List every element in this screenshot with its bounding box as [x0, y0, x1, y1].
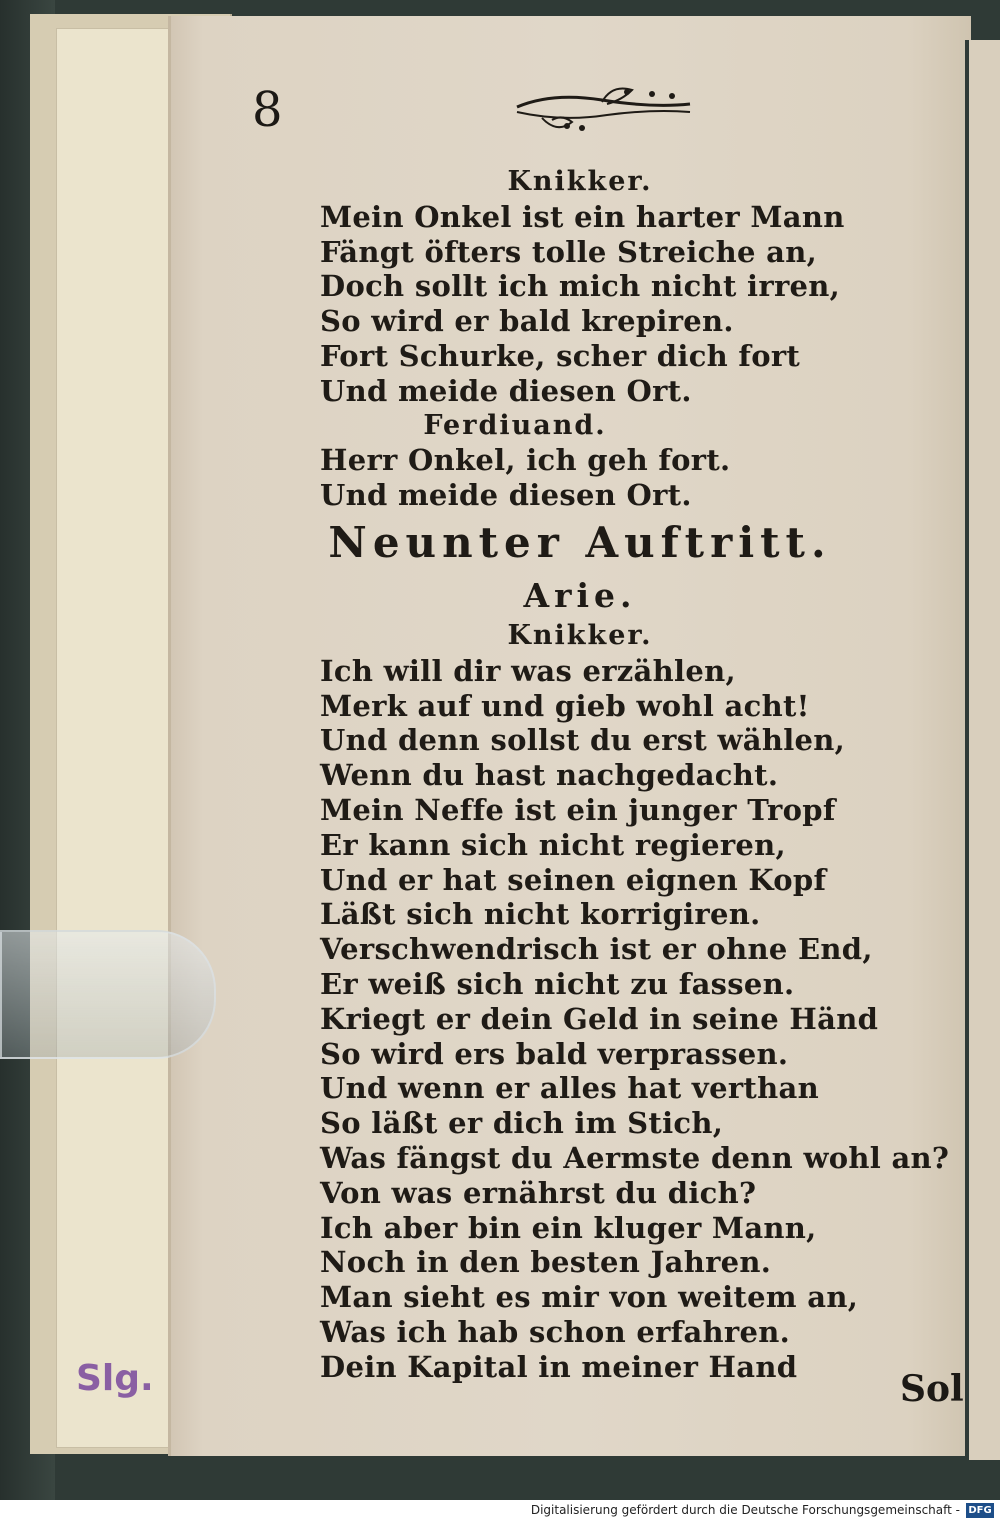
next-page-edge — [965, 40, 1000, 1460]
verse-line: Herr Onkel, ich geh fort. — [320, 443, 731, 478]
verse-line: Von was ernährst du dich? — [320, 1175, 757, 1210]
verse-line: Er kann sich nicht regieren, — [320, 827, 786, 862]
verse-line: Was fängst du Aermste denn wohl an? — [320, 1140, 950, 1175]
verse-line: Kriegt er dein Geld in seine Händ — [320, 1001, 879, 1036]
verse-line: Ich will dir was erzählen, — [320, 653, 736, 688]
verse-line: So wird ers bald verprassen. — [320, 1036, 789, 1071]
speaker-heading: Knikker. — [507, 619, 653, 651]
verse-line: Merk auf und gieb wohl acht! — [320, 688, 810, 723]
verse-line: So läßt er dich im Stich, — [320, 1106, 724, 1141]
verse-line: Und meide diesen Ort. — [320, 478, 692, 513]
verse-line: Fängt öfters tolle Streiche an, — [320, 234, 817, 269]
verse-line: Er weiß sich nicht zu fassen. — [320, 966, 795, 1001]
verse-line: Mein Neffe ist ein junger Tropf — [320, 792, 836, 827]
verse-line: Und er hat seinen eignen Kopf — [320, 862, 827, 897]
verse-line: Noch in den besten Jahren. — [320, 1245, 772, 1280]
verse-line: Was ich hab schon erfahren. — [320, 1314, 791, 1349]
footer-credit: Digitalisierung gefördert durch die Deutsche Forschungsgemeinschaft - — [530, 1503, 960, 1517]
speaker-heading: Ferdiuand. — [423, 409, 607, 441]
verse-line: Mein Onkel ist ein harter Mann — [320, 199, 845, 234]
verse-line: Doch sollt ich mich nicht irren, — [320, 269, 841, 304]
ornament-vignette — [512, 82, 692, 137]
speaker-heading: Knikker. — [507, 166, 653, 197]
verse-line: Ich aber bin ein kluger Mann, — [320, 1210, 817, 1245]
page-clip — [0, 930, 216, 1059]
verse-line: Wenn du hast nachgedacht. — [320, 758, 779, 793]
library-stamp: Slg. — [76, 1358, 154, 1399]
verse-line: Läßt sich nicht korrigiren. — [320, 897, 761, 932]
verse-line: Verschwendrisch ist er ohne End, — [320, 932, 873, 967]
dfg-logo: DFG — [966, 1503, 994, 1518]
library-card-inner — [56, 28, 183, 1448]
verse-line: So wird er bald krepiren. — [320, 304, 734, 339]
footer-bar — [0, 1500, 1000, 1523]
verse-line: Fort Schurke, scher dich fort — [320, 338, 801, 373]
catchword: Sol — [900, 1368, 964, 1410]
aria-heading: Arie. — [523, 575, 637, 615]
page-number: 8 — [252, 82, 283, 138]
text-block — [320, 165, 950, 1385]
verse-line: Dein Kapital in meiner Hand — [320, 1349, 798, 1384]
verse-line: Und meide diesen Ort. — [320, 373, 692, 408]
scene-heading: Neunter Auftritt. — [328, 517, 832, 567]
verse-line: Und wenn er alles hat verthan — [320, 1071, 819, 1106]
verse-line: Man sieht es mir von weitem an, — [320, 1280, 859, 1315]
verse-line: Und denn sollst du erst wählen, — [320, 723, 846, 758]
